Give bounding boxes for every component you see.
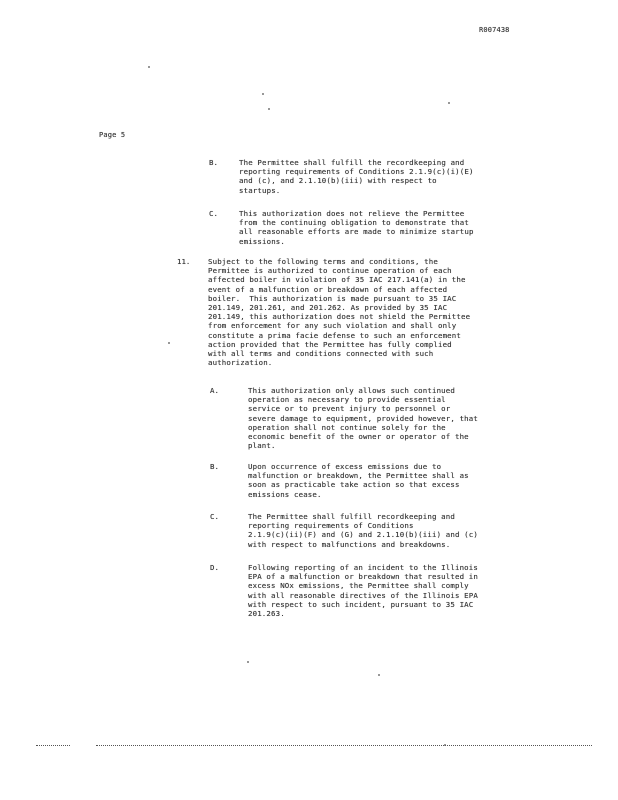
scan-speck — [268, 108, 270, 110]
condition-11 — [177, 257, 470, 367]
document-id: R007438 — [479, 26, 510, 34]
condition-11-a — [210, 386, 478, 450]
condition-11-a-label: A. — [210, 386, 219, 395]
scan-speck — [448, 102, 450, 104]
condition-11-c-label: C. — [210, 512, 219, 521]
condition-11-d-label: D. — [210, 563, 219, 572]
scan-speck — [262, 93, 264, 95]
scan-speck — [148, 66, 150, 68]
page-number: Page 5 — [99, 131, 126, 139]
condition-c-label: C. — [209, 209, 218, 218]
condition-c — [209, 209, 474, 246]
condition-c-text: This authorization does not relieve the Permittee from the continuing obligation to demonstrate that all reasonable efforts are made to minimize startup emissions. — [239, 209, 474, 246]
footer-rule-left — [36, 745, 70, 746]
condition-11-b — [210, 462, 469, 499]
condition-11-b-text: Upon occurrence of excess emissions due to malfunction or breakdown, the Permittee shall as soon as practicable take action so that excess emissions cease. — [248, 462, 469, 499]
condition-11-d — [210, 563, 478, 618]
condition-11-label: 11. — [177, 257, 191, 266]
condition-b — [209, 158, 474, 195]
scan-speck — [378, 674, 380, 676]
condition-b-label: B. — [209, 158, 218, 167]
condition-b-text: The Permittee shall fulfill the recordkeeping and reporting requirements of Conditions 2.1.9(c)(i)(E) and (c), and 2.1.10(b)(iii) with respect to startups. — [239, 158, 474, 195]
scan-speck — [247, 661, 249, 663]
condition-11-a-text: This authorization only allows such continued operation as necessary to provide essential service or to prevent injury to personnel or severe damage to equipment, provided however, that operation shall not continue solely for the economic benefit of the owner or operator of the plant. — [248, 386, 478, 451]
condition-11-b-label: B. — [210, 462, 219, 471]
condition-11-c — [210, 512, 478, 549]
footer-rule — [96, 745, 592, 746]
scan-speck — [168, 342, 170, 344]
condition-11-text: Subject to the following terms and conditions, the Permittee is authorized to continue operation of each affected boiler in violation of 35 IAC 217.141(a) in the event of a malfunction or breakdown of each affected boiler. This authorization is made pursuant to 35 IAC 201.149, 201.261, and 201.262. As provided by 35 IAC 201.149, this authorization does not shield the Permittee from enforcement for any such violation and shall only constitute a prima facie defense to such an enforcement action provided that the Permittee has fully complied with all terms and conditions connected with such authorization. — [208, 257, 471, 368]
condition-11-d-text: Following reporting of an incident to the Illinois EPA of a malfunction or breakdown that resulted in excess NOx emissions, the Permittee shall comply with all reasonable directives of the Illinois EPA with respect to such incident, pursuant to 35 IAC 201.263. — [248, 563, 478, 619]
condition-11-c-text: The Permittee shall fulfill recordkeeping and reporting requirements of Conditions 2.1.9(c)(ii)(F) and (G) and 2.1.10(b)(iii) and (c) with respect to malfunctions and breakdowns. — [248, 512, 478, 549]
